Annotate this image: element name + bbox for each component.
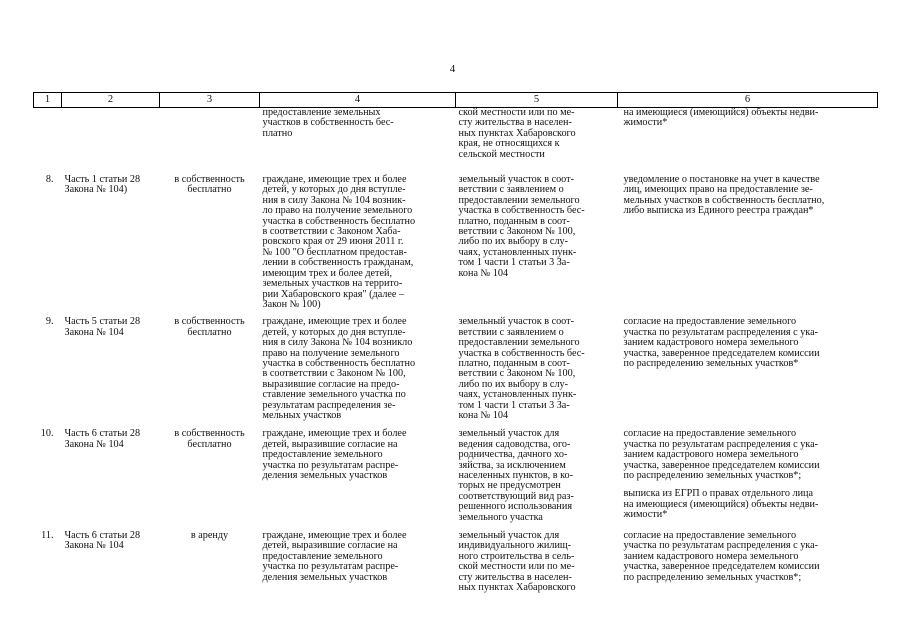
table-body	[34, 108, 878, 594]
document-item: согласие на предоставление земельного участка по результатам распределения с ука- занием кадастрового номера земельного участка, заверенное председателем комиссии по распределению земельных участков*;	[623, 428, 820, 481]
legal-basis-cell	[62, 108, 160, 170]
land-plot-cell: земельный участок в соот- ветствии с заявлением о предоставлении земельного участка в собственность бес- платно, поданным в соот- ветствии с Законом № 100, либо по их выбору в слу- чаях, установленных пунк- том 1 части 1 статьи 3 За- кона № 104	[458, 316, 585, 421]
provision-form-cell: в аренду	[190, 530, 229, 542]
column-header: 6	[618, 93, 878, 108]
recipients-cell: предоставление земельных участков в собственность бес- платно	[262, 107, 394, 139]
land-plot-cell: земельный участок для индивидуального жилищ- ного строительства в сель- ской местности или по ме- сту жительства в населен- ных пунктах Хабаровского	[458, 530, 576, 594]
table-header-row	[34, 93, 878, 108]
documents-cell	[618, 169, 878, 315]
land-plot-cell: земельный участок в соот- ветствии с заявлением о предоставлении земельного участка в собственность бес- платно, поданным в соот- ветствии с Законом № 100, либо по их выбору в слу- чаях, установленных пунк- том 1 части 1 статьи 3 За- кона № 104	[458, 174, 585, 279]
row-number: 10.	[40, 428, 54, 440]
table-row	[34, 529, 878, 593]
document-item: уведомление о постановке на учет в качестве лиц, имеющих право на предоставление зе- мельных участков в собственность бесплатно, либо выписка из Единого реестра граждан*	[623, 174, 825, 217]
recipients-cell: граждане, имеющие трех и более детей, у которых до дня вступле- ния в силу Закона № 104 возникло право на получение земельного участка в собственность бесплатно в соответствии с Законом № 100, выразившие согласие на предо- ставление земельного участка по результатам распределения зе- мельных участков	[262, 316, 416, 421]
legal-basis-cell: Часть 5 статьи 28 Закона № 104	[64, 316, 141, 338]
table-row	[34, 108, 878, 170]
documents-cell	[618, 108, 878, 170]
land-plot-cell: ской местности или по ме- сту жительства в населен- ных пунктах Хабаровского края, не относящихся к сельской местности	[458, 107, 576, 160]
recipients-cell: граждане, имеющие трех и более детей, у которых до дня вступле- ния в силу Закона № 104 возник- ло право на получение земельного участка в собственность бесплатно в соответствии с Законом Хаба- ровского края от 29 июня 2011 г. № 100 "О бесплатном предостав- лении в собственность гражданам, имеющим трех и более детей, земельных участков на террито- рии Хабаровского края" (далее – Закон № 100)	[262, 174, 416, 310]
provision-form-cell: в собственность бесплатно	[174, 316, 245, 338]
recipients-cell: граждане, имеющие трех и более детей, выразившие согласие на предоставление земельного участка по результатам распре- деления земельных участков	[262, 428, 407, 481]
provision-form-cell: в собственность бесплатно	[174, 174, 245, 196]
document-item: на имеющиеся (имеющийся) объекты недви- жимости*	[623, 107, 819, 129]
legal-basis-cell: Часть 6 статьи 28 Закона № 104	[64, 428, 141, 450]
column-header: 5	[456, 93, 618, 108]
row-number	[34, 108, 62, 170]
table-row	[34, 315, 878, 427]
provision-form-cell	[160, 108, 260, 170]
document-item: выписка из ЕГРП о правах отдельного лица на имеющиеся (имеющийся) объекты недви- жимости*	[623, 488, 819, 521]
land-allocation-table	[33, 92, 878, 593]
page-number: 4	[449, 63, 456, 75]
land-plot-cell: земельный участок для ведения садоводства, ого- родничества, дачного хо- зяйства, за исключением населенных пунктов, в ко- торых не предусмотрен соответствующий вид раз- решенного использования земельного участка	[458, 428, 574, 523]
document-item: согласие на предоставление земельного участка по результатам распределения с ука- занием кадастрового номера земельного участка, заверенное председателем комиссии по распределению земельных участков*	[623, 316, 820, 369]
document-item: согласие на предоставление земельного участка по результатам распределения с ука- занием кадастрового номера земельного участка, заверенное председателем комиссии по распределению земельных участков*;	[623, 530, 820, 583]
column-header: 2	[62, 93, 160, 108]
table-row	[34, 427, 878, 529]
documents-cell	[618, 315, 878, 427]
legal-basis-cell: Часть 1 статьи 28 Закона № 104)	[64, 174, 141, 196]
row-number: 9.	[45, 316, 54, 328]
recipients-cell: граждане, имеющие трех и более детей, выразившие согласие на предоставление земельного участка по результатам распре- деления земельных участков	[262, 530, 407, 583]
row-number: 8.	[45, 174, 54, 186]
provision-form-cell: в собственность бесплатно	[174, 428, 245, 450]
documents-cell	[618, 529, 878, 593]
row-number: 11.	[41, 530, 54, 542]
legal-basis-cell: Часть 6 статьи 28 Закона № 104	[64, 530, 141, 552]
table-row	[34, 169, 878, 315]
documents-cell	[618, 427, 878, 529]
column-header: 4	[260, 93, 456, 108]
column-header: 3	[160, 93, 260, 108]
column-header: 1	[34, 93, 62, 108]
